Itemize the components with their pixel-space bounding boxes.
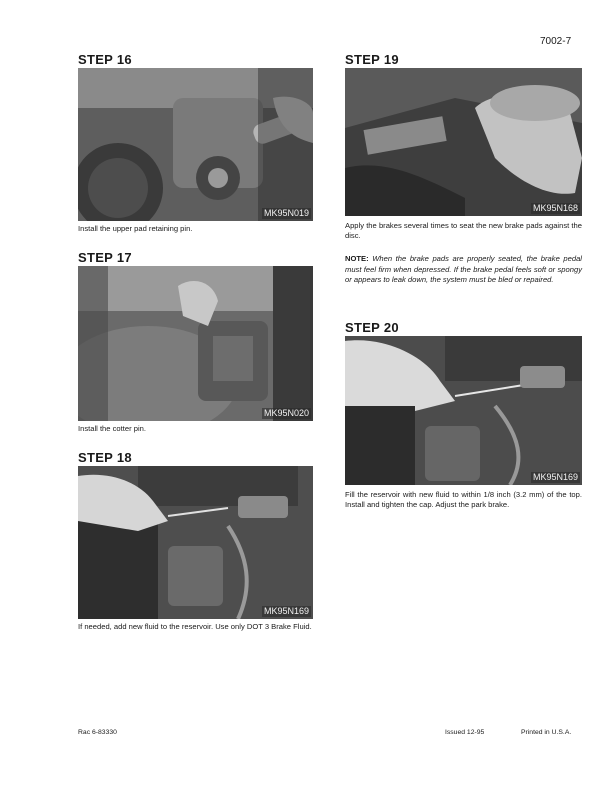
step-19-photo-code: MK95N168 [532,203,578,213]
step-18-title: STEP 18 [78,450,132,465]
step-16-caption: Install the upper pad retaining pin. [78,224,193,233]
step-20-caption: Fill the reservoir with new fluid to within 1/8 inch (3.2 mm) of the top. Install and tighten the cap. Adjust the park brake. [345,490,582,509]
step-18-photo [78,466,313,619]
step-20-photo [345,336,582,485]
step-20-title: STEP 20 [345,320,399,335]
step-19-photo [345,68,582,216]
note-block [345,254,582,286]
step-17-photo [78,266,313,421]
step-18-photo-code: MK95N169 [263,606,309,616]
step-16-photo [78,68,313,221]
note-text: When the brake pads are properly seated, the brake pedal must feel firm when depressed. If the brake pedal feels soft or spongy or appears to leak down, the system must be bled or repaired. [345,254,582,284]
step-17-title: STEP 17 [78,250,132,265]
note-label: NOTE: [345,254,369,263]
step-17-caption: Install the cotter pin. [78,424,146,433]
footer-doc-ref: Rac 6-83330 [78,729,117,736]
step-16-title: STEP 16 [78,52,132,67]
page-number: 7002-7 [540,36,572,47]
step-17-photo-code: MK95N020 [263,408,309,418]
step-18-caption: If needed, add new fluid to the reservoir. Use only DOT 3 Brake Fluid. [78,622,312,631]
step-16-photo-code: MK95N019 [263,208,309,218]
step-19-caption: Apply the brakes several times to seat the new brake pads against the disc. [345,221,582,240]
footer-printed: Printed in U.S.A. [521,729,572,736]
step-20-photo-code: MK95N169 [532,472,578,482]
step-19-title: STEP 19 [345,52,399,67]
footer-issued: Issued 12-95 [445,729,485,736]
